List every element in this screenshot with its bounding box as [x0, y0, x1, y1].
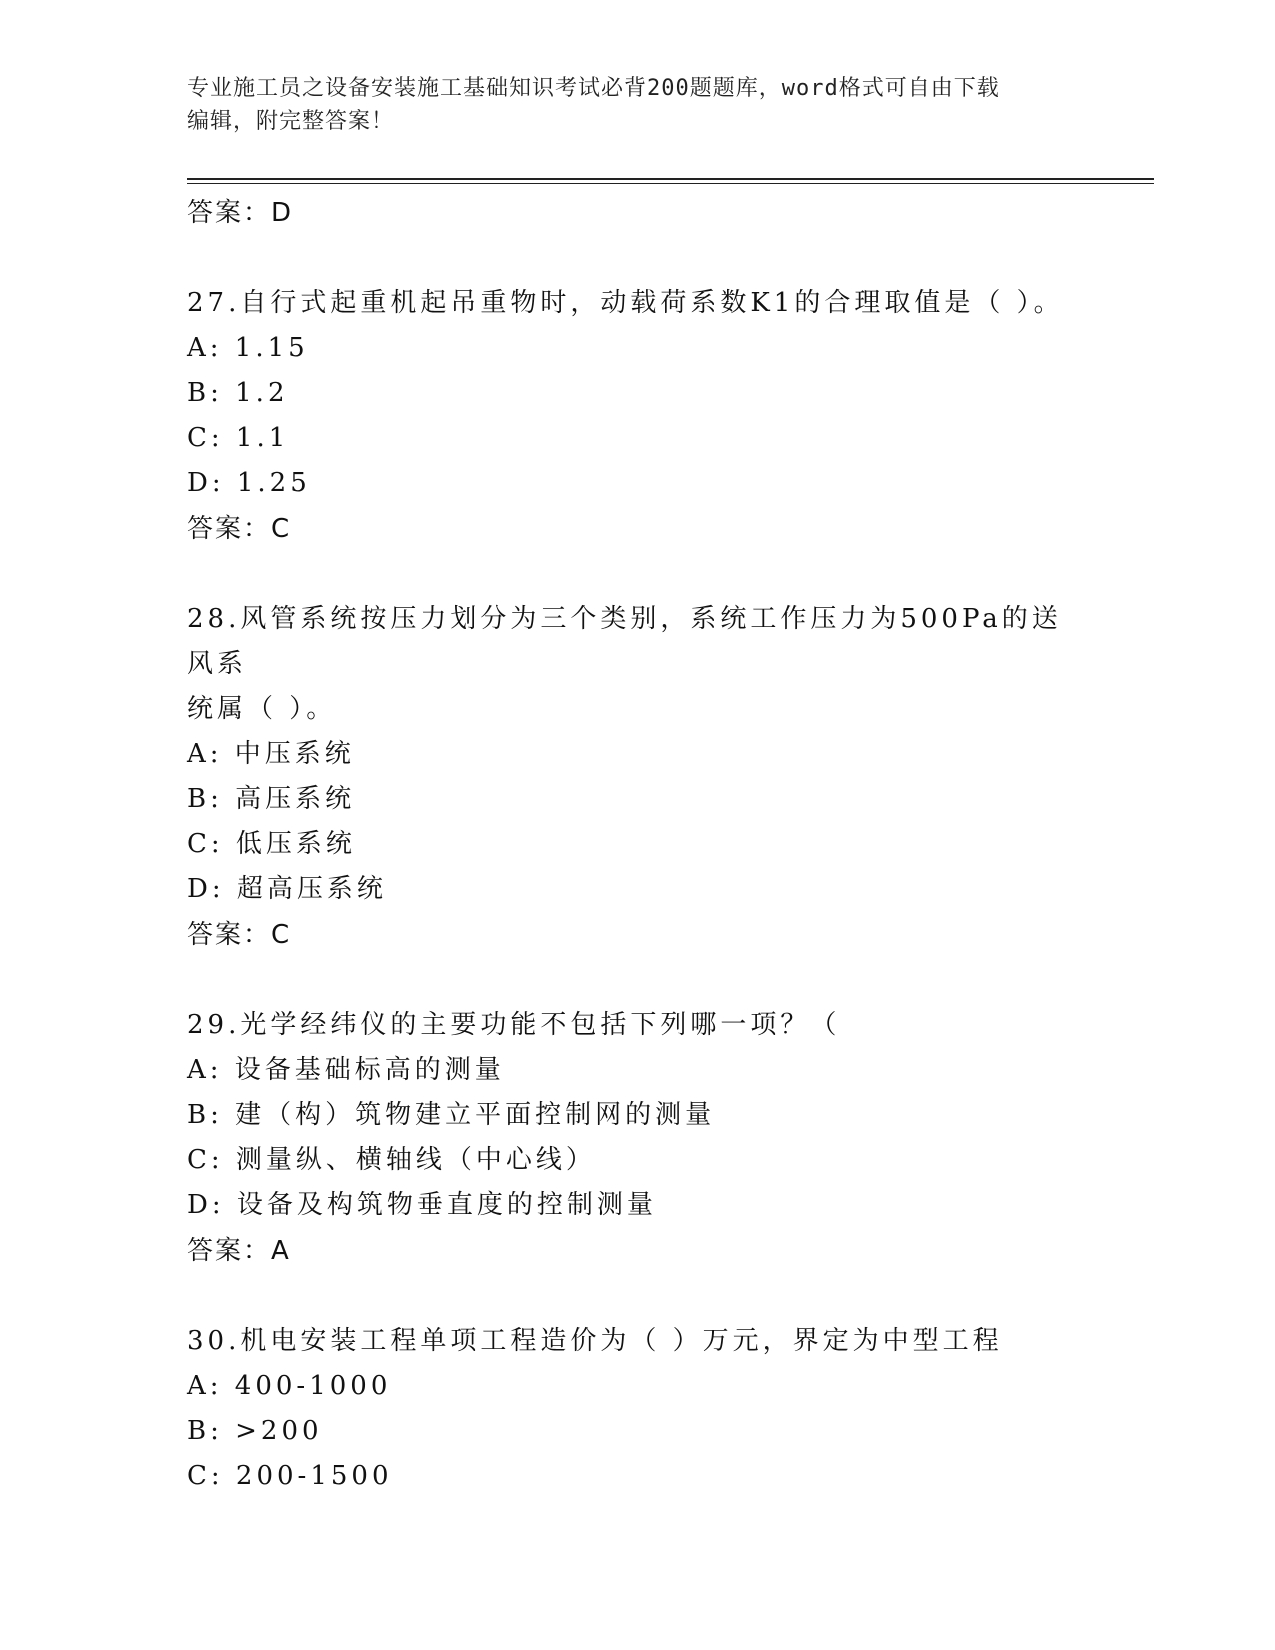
question-30: [187, 1319, 1087, 1499]
option-b: B: 建（构）筑物建立平面控制网的测量: [187, 1100, 716, 1130]
option-a: A: 中压系统: [187, 739, 355, 769]
question-stem-line-2: 统属（ ）。: [187, 694, 337, 724]
answer-line: 答案：C: [187, 920, 292, 950]
option-a: A: 设备基础标高的测量: [187, 1055, 505, 1085]
question-28: [187, 597, 1087, 958]
option-b: B: 1.2: [187, 378, 289, 408]
option-d: D: 设备及构筑物垂直度的控制测量: [187, 1190, 657, 1220]
option-a: A: 1.15: [187, 333, 309, 363]
document-header: [187, 72, 1067, 138]
option-c: C: 200-1500: [187, 1461, 393, 1491]
option-c: C: 低压系统: [187, 829, 356, 859]
question-stem: 30.机电安装工程单项工程造价为（ ）万元，界定为中型工程: [187, 1326, 1003, 1356]
answer-line: 答案：A: [187, 1236, 291, 1266]
question-27: [187, 281, 1087, 552]
option-a: A: 400-1000: [187, 1371, 392, 1401]
answer-line: 答案：D: [187, 198, 294, 228]
option-b: B: >200: [187, 1416, 323, 1446]
header-title-line-2: 编辑，附完整答案！: [187, 109, 395, 134]
option-c: C: 测量纵、横轴线（中心线）: [187, 1145, 596, 1175]
answer-line: 答案：C: [187, 514, 292, 544]
option-c: C: 1.1: [187, 423, 290, 453]
question-29: [187, 1003, 1087, 1274]
header-rule-thin: [187, 183, 1154, 184]
option-b: B: 高压系统: [187, 784, 356, 814]
question-stem: 29.光学经纬仪的主要功能不包括下列哪一项？（: [187, 1010, 841, 1040]
question-list: [187, 190, 1087, 1499]
option-d: D: 1.25: [187, 468, 311, 498]
question-stem-line-1: 28.风管系统按压力划分为三个类别，系统工作压力为500Pa的送风系: [187, 604, 1062, 679]
header-title-line-1: 专业施工员之设备安装施工基础知识考试必背200题题库，word格式可自由下载: [187, 76, 1000, 101]
option-d: D: 超高压系统: [187, 874, 387, 904]
header-rule-thick: [187, 178, 1154, 180]
question-stem: 27.自行式起重机起吊重物时，动载荷系数K1的合理取值是（ ）。: [187, 288, 1064, 318]
